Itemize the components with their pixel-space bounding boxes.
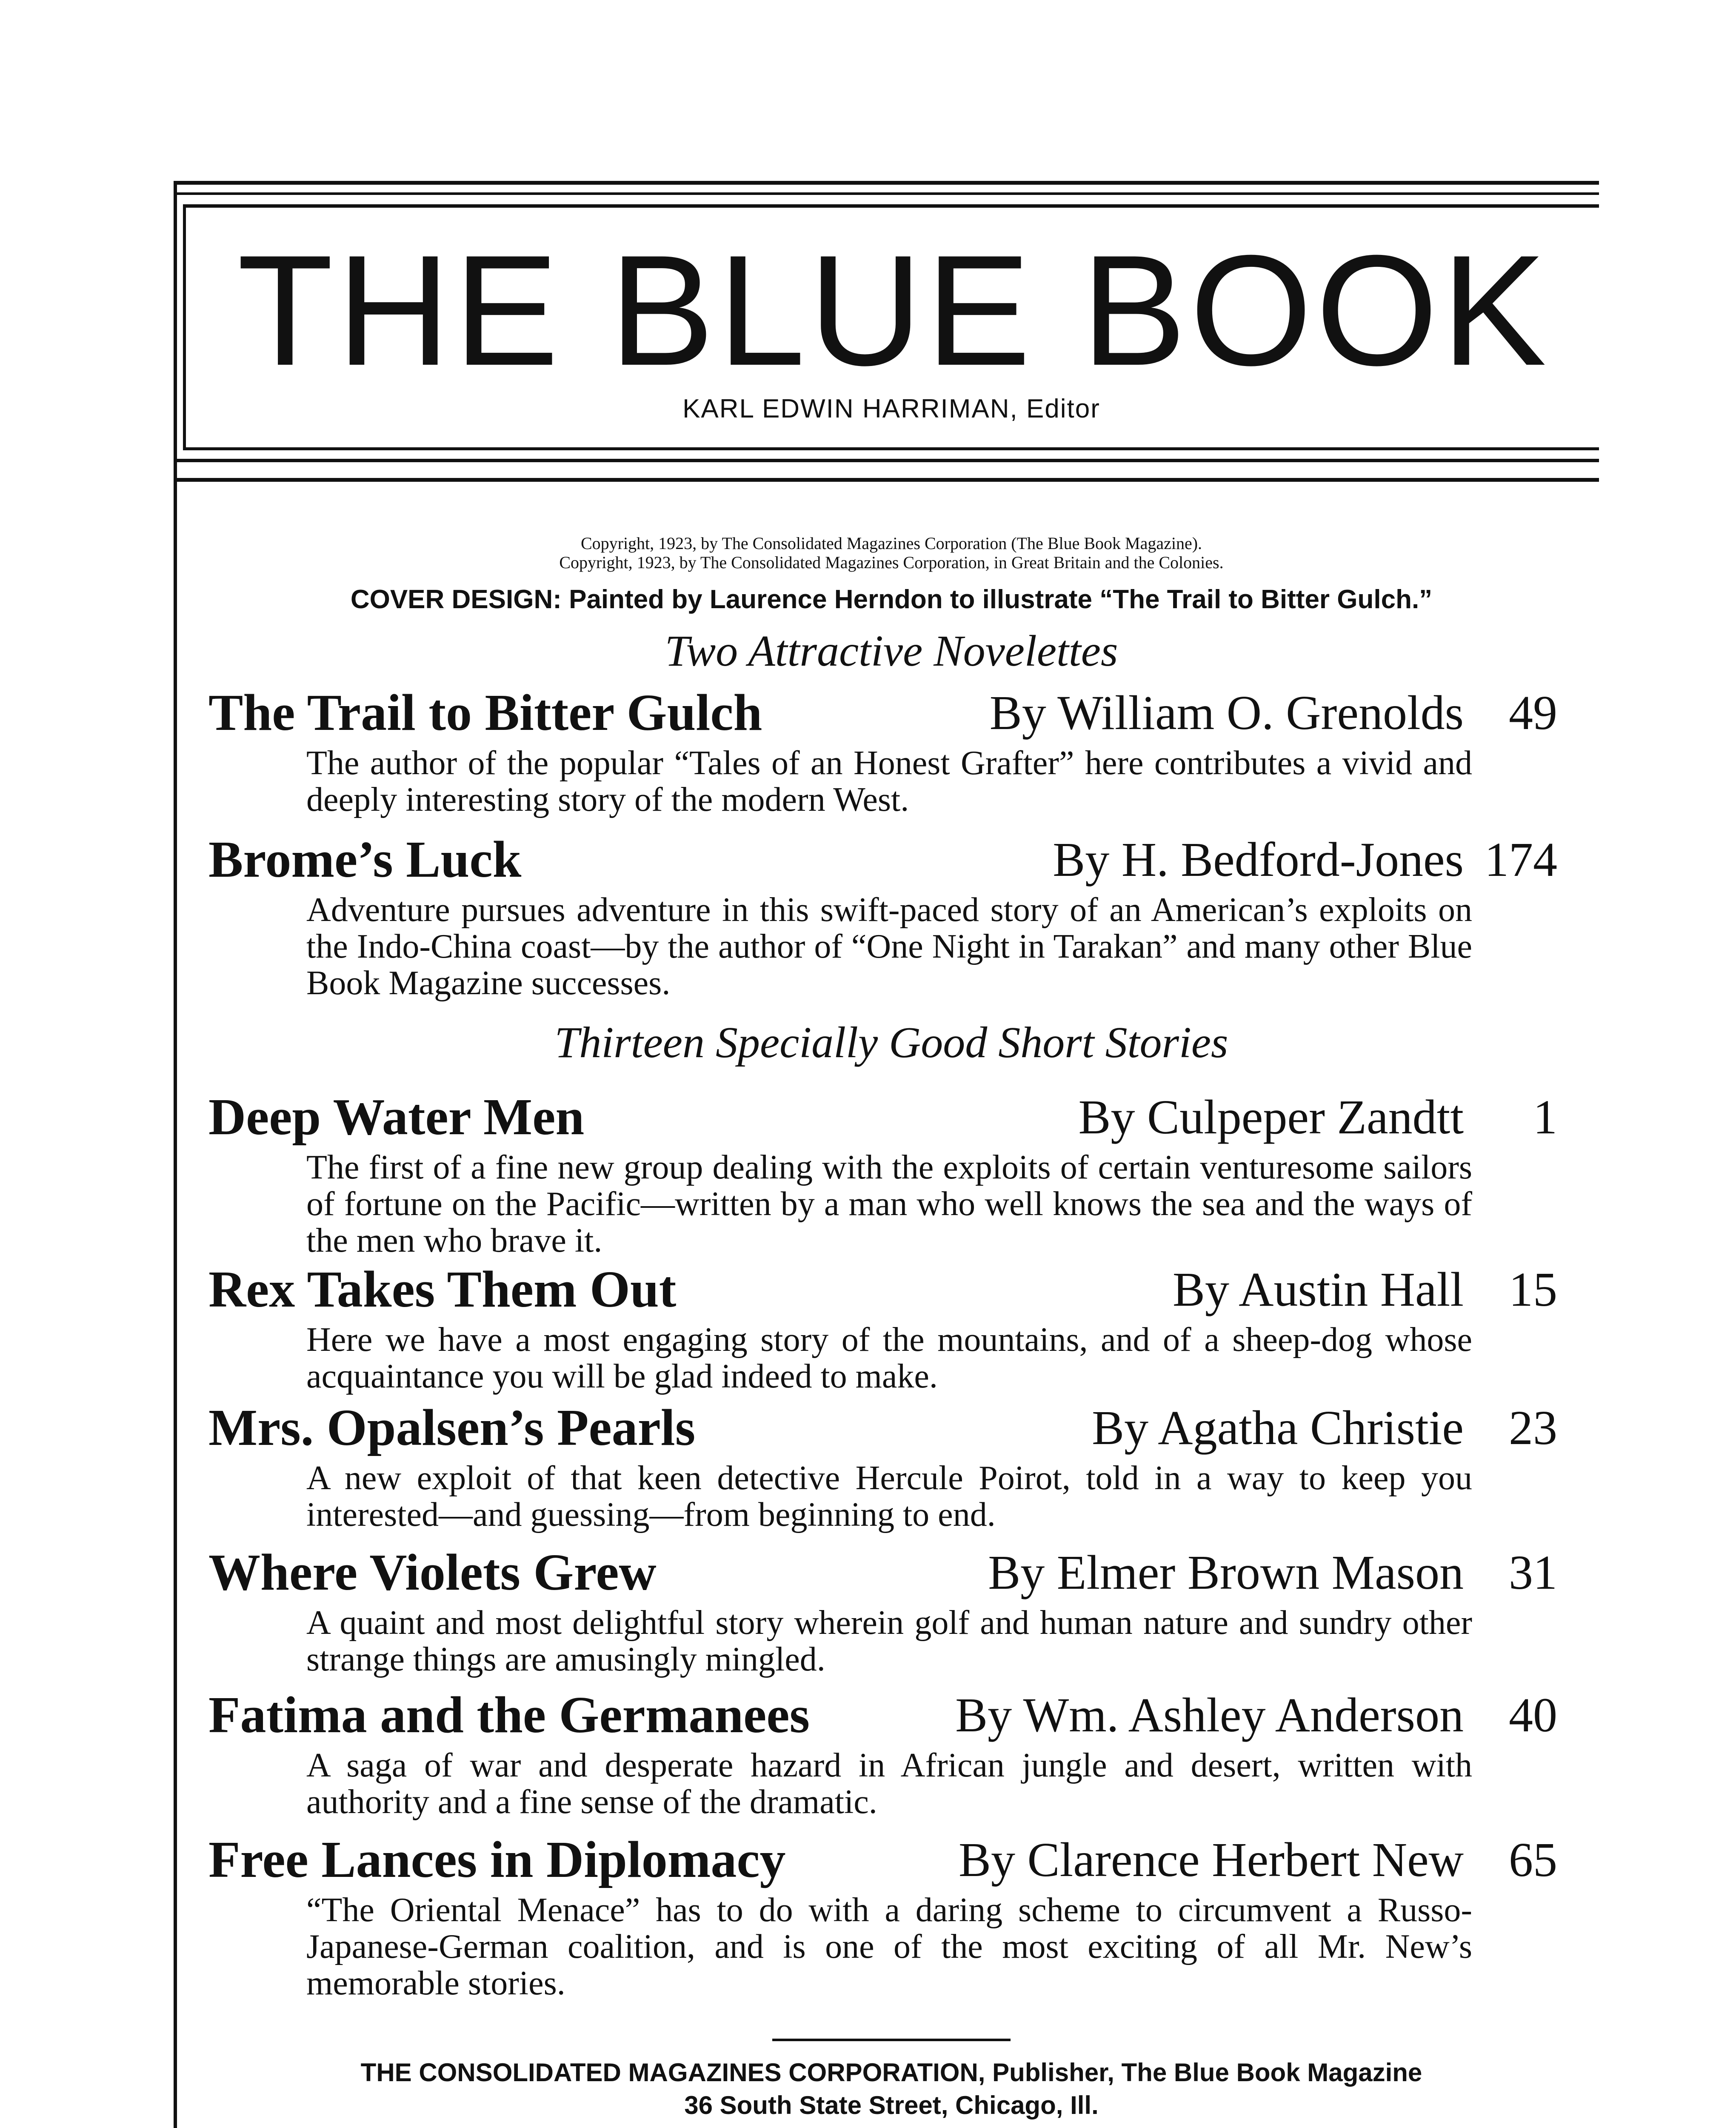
story-entry (208, 1828, 1557, 2002)
story-page-number: 65 (1509, 1833, 1557, 1887)
cover-design-credit: COVER DESIGN: Painted by Laurence Herndon to illustrate “The Trail to Bitter Gulch.” (350, 585, 1433, 614)
story-title: Mrs. Opalsen’s Pearls (208, 1399, 696, 1456)
publisher-address: 36 South State Street, Chicago, Ill. (684, 2091, 1099, 2119)
story-page-number: 23 (1509, 1401, 1557, 1455)
story-entry (208, 1085, 1557, 1259)
story-page-number: 49 (1509, 686, 1557, 740)
editor-credit: KARL EDWIN HARRIMAN, Editor (682, 394, 1100, 423)
story-entry (208, 828, 1557, 1001)
copyright-line: Copyright, 1923, by The Consolidated Magazines Corporation, in Great Britain and the Colonies. (559, 553, 1224, 572)
story-title: Deep Water Men (208, 1088, 585, 1146)
story-title: Brome’s Luck (208, 831, 522, 888)
masthead-rule (174, 459, 1599, 462)
story-title: Free Lances in Diplomacy (208, 1831, 786, 1888)
story-description: Here we have a most engaging story of the mountains, and of a sheep-dog whose acquaintance you will be glad indeed to make. (306, 1321, 1472, 1395)
story-entry (208, 681, 1557, 818)
top-rule (174, 181, 1599, 185)
story-author: By Elmer Brown Mason (988, 1545, 1464, 1599)
magazine-title: THE BLUE BOOK (237, 223, 1550, 398)
story-author: By Clarence Herbert New (959, 1833, 1464, 1887)
publisher-divider (772, 2039, 1011, 2041)
story-title: Rex Takes Them Out (208, 1261, 677, 1318)
story-description: The author of the popular “Tales of an Honest Grafter” here contributes a vivid and deeply interesting story of the modern West. (306, 744, 1472, 818)
story-page-number: 1 (1533, 1090, 1557, 1144)
story-author: By H. Bedford-Jones (1053, 832, 1464, 887)
story-description: Adventure pursues adventure in this swift-paced story of an American’s exploits on the Indo-China coast—by the author of “One Night in Tarakan” and many other Blue Book Magazine successes. (306, 891, 1472, 1002)
story-entry (208, 1541, 1557, 1678)
story-page-number: 40 (1509, 1688, 1557, 1742)
story-author: By Agatha Christie (1092, 1401, 1464, 1455)
story-title: The Trail to Bitter Gulch (208, 684, 762, 741)
story-entry (208, 1683, 1557, 1820)
story-title: Where Violets Grew (208, 1544, 657, 1601)
publisher-line: THE CONSOLIDATED MAGAZINES CORPORATION, Publisher, The Blue Book Magazine (360, 2058, 1422, 2087)
masthead-rule-lower (174, 478, 1599, 482)
story-title: Fatima and the Germanees (208, 1686, 810, 1744)
section-heading-novelettes: Two Attractive Novelettes (665, 626, 1118, 675)
story-page-number: 15 (1509, 1262, 1557, 1316)
story-description: “The Oriental Menace” has to do with a daring scheme to circumvent a Russo-Japanese-German coalition, and is one of the most exciting of all Mr. New’s memorable stories. (306, 1891, 1472, 2002)
story-page-number: 31 (1509, 1545, 1557, 1599)
story-author: By Culpeper Zandtt (1078, 1090, 1464, 1144)
copyright-line: Copyright, 1923, by The Consolidated Magazines Corporation (The Blue Book Magazine). (580, 534, 1202, 553)
section-heading-short-stories: Thirteen Specially Good Short Stories (554, 1018, 1228, 1067)
story-author: By William O. Grenolds (989, 686, 1464, 740)
story-description: A new exploit of that keen detective Hercule Poirot, told in a way to keep you interested—and guessing—from beginning to end. (306, 1459, 1472, 1533)
story-author: By Wm. Ashley Anderson (955, 1688, 1464, 1742)
story-description: A quaint and most delightful story wherein golf and human nature and sundry other strange things are amusingly mingled. (306, 1604, 1472, 1678)
story-description: A saga of war and desperate hazard in African jungle and desert, written with authority and a fine sense of the dramatic. (306, 1747, 1472, 1821)
story-description: The first of a fine new group dealing with the exploits of certain venturesome sailors of fortune on the Pacific—written by a man who well knows the sea and the ways of the men who brave it. (306, 1149, 1472, 1259)
top-rule-thin (174, 192, 1599, 195)
story-entry (208, 1258, 1557, 1395)
story-author: By Austin Hall (1172, 1262, 1464, 1316)
story-entry (208, 1396, 1557, 1533)
story-page-number: 174 (1485, 832, 1557, 887)
